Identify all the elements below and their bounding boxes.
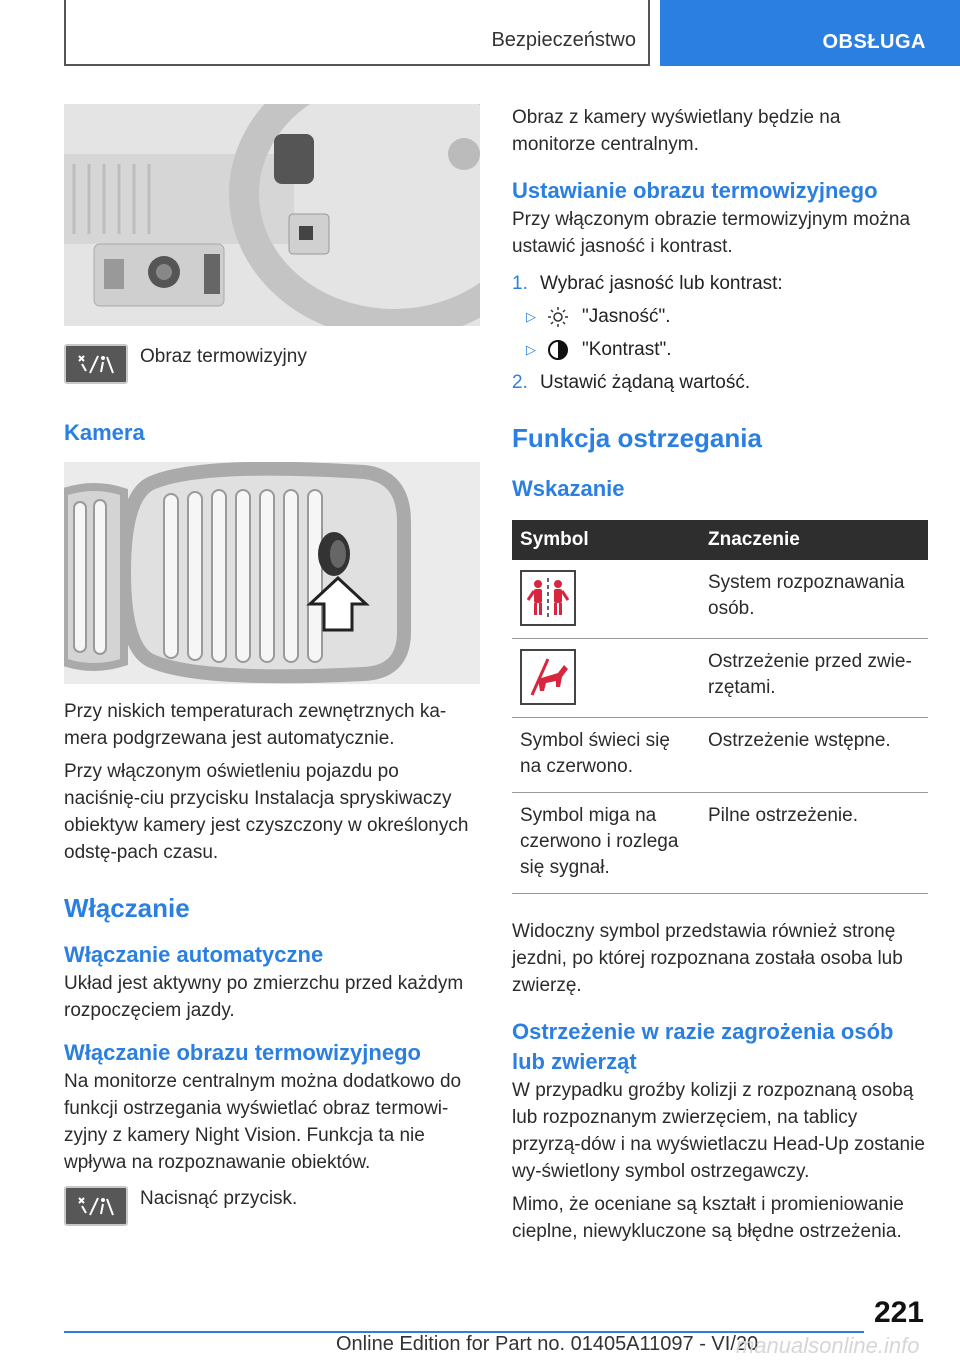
substep-brightness-text: "Jasność". [582,306,671,327]
step-1 [512,270,928,297]
contrast-icon [546,338,570,362]
press-button-caption: Nacisnąć przycisk. [140,1188,298,1209]
row3-symbol: Symbol świeci się na czerwono. [512,718,700,793]
obraz-heading: Włączanie obrazu termowizyjnego [64,1040,421,1065]
animal-warning-cell [512,639,700,718]
substep-contrast-text: "Kontrast". [582,339,672,360]
meaning-column-header: Znaczenie [700,520,928,560]
ostrzezenie-heading: Ostrzeżenie w razie zagrożenia osób lub zwierząt [512,1019,894,1074]
row3-meaning: Ostrzeżenie wstępne. [700,718,928,793]
steps-list [512,270,928,297]
kamera-paragraph-1: Przy niskich temperaturach zewnętrznych ka-mera podgrzewana jest automatycznie. [64,701,447,749]
right-column [512,104,928,1251]
table-row [512,560,928,639]
row4-symbol: Symbol miga na czerwono i rozlega się sygnał. [512,793,700,894]
symbol-column-header: Symbol [512,520,700,560]
ustawianie-paragraph: Przy włączonym obrazie termowizyjnym można ustawić jasność i kontrast. [512,209,911,257]
thermal-image-row [64,344,480,384]
step-2-text: Ustawić żądaną wartość. [540,372,751,393]
table-row [512,718,928,793]
header-section-title: Bezpieczeństwo [491,29,636,51]
header-section-box [64,0,650,66]
kamera-paragraph-2: Przy włączonym oświetleniu pojazdu po naciśnię-ciu przycisku Instalacja spryskiwaczy obiektyw kamery jest czyszczony w określonych odstę-pach czasu. [64,761,469,863]
dashboard-photo [64,104,480,326]
press-button-row [64,1186,480,1226]
left-column [64,104,480,1226]
person-warning-cell [512,560,700,639]
symbol-table [512,520,928,894]
auto-paragraph: Układ jest aktywny po zmierzchu przed każdym rozpoczęciem jazdy. [64,973,464,1021]
thermal-caption: Obraz termowizyjny [140,346,307,367]
row1-meaning: System rozpoznawania osób. [700,560,928,639]
row2-meaning: Ostrzeżenie przed zwie-rzętami. [700,639,928,718]
steps-list-2 [512,369,928,396]
kamera-heading: Kamera [64,420,145,445]
header-tab[interactable] [660,0,960,66]
obraz-paragraph: Na monitorze centralnym można dodatkowo do funkcji ostrzegania wyświetlać obraz termowi-zyjny z kamery Night Vision. Funkcja ta nie wpływa na rozpoznawanie obiektów. [64,1071,462,1173]
substep-contrast [512,336,928,363]
wskazanie-heading: Wskazanie [512,476,625,501]
ostrzezenie-paragraph-1: W przypadku groźby kolizji z rozpoznaną osobą lub rozpoznanym zwierzęciem, na tablicy przyrzą-dów i na wyświetlaczu Head-Up zostanie wy-świetlony symbol ostrzegawczy. [512,1080,925,1182]
intro-paragraph: Obraz z kamery wyświetlany będzie na monitorze centralnym. [512,107,841,155]
substep-brightness [512,303,928,330]
ustawianie-heading: Ustawianie obrazu termowizyjnego [512,178,878,203]
step-2 [512,369,928,396]
widoczny-paragraph: Widoczny symbol przedstawia również stronę jezdni, po której rozpoznana została osoba lub zwierzę. [512,921,903,996]
night-vision-button-icon [64,344,128,384]
camera-grille-photo [64,462,480,684]
step-1-text: Wybrać jasność lub kontrast: [540,273,783,294]
night-vision-button-icon-2 [64,1186,128,1226]
table-row [512,793,928,894]
page-number: 221 [873,1296,924,1329]
table-row [512,639,928,718]
step-2-number: 2. [512,372,528,393]
brightness-icon [546,305,570,329]
person-warning-icon [520,570,576,626]
ostrzezenie-paragraph-2: Mimo, że oceniane są kształt i promieniowanie cieplne, niewykluczone są błędne ostrzeżenia. [512,1194,904,1242]
bullet-triangle-icon: ▷ [526,309,536,324]
footer-edition: Online Edition for Part no. 01405A11097 - VI/20 [336,1333,759,1355]
header-tab-label: OBSŁUGA [822,31,926,53]
auto-heading: Włączanie automatyczne [64,942,324,967]
bullet-triangle-icon: ▷ [526,342,536,357]
wlaczanie-heading: Włączanie [64,893,190,923]
funkcja-heading: Funkcja ostrzegania [512,423,762,453]
animal-warning-icon [520,649,576,705]
watermark: manualsonline.info [736,1333,920,1358]
step-1-number: 1. [512,273,528,294]
row4-meaning: Pilne ostrzeżenie. [700,793,928,894]
